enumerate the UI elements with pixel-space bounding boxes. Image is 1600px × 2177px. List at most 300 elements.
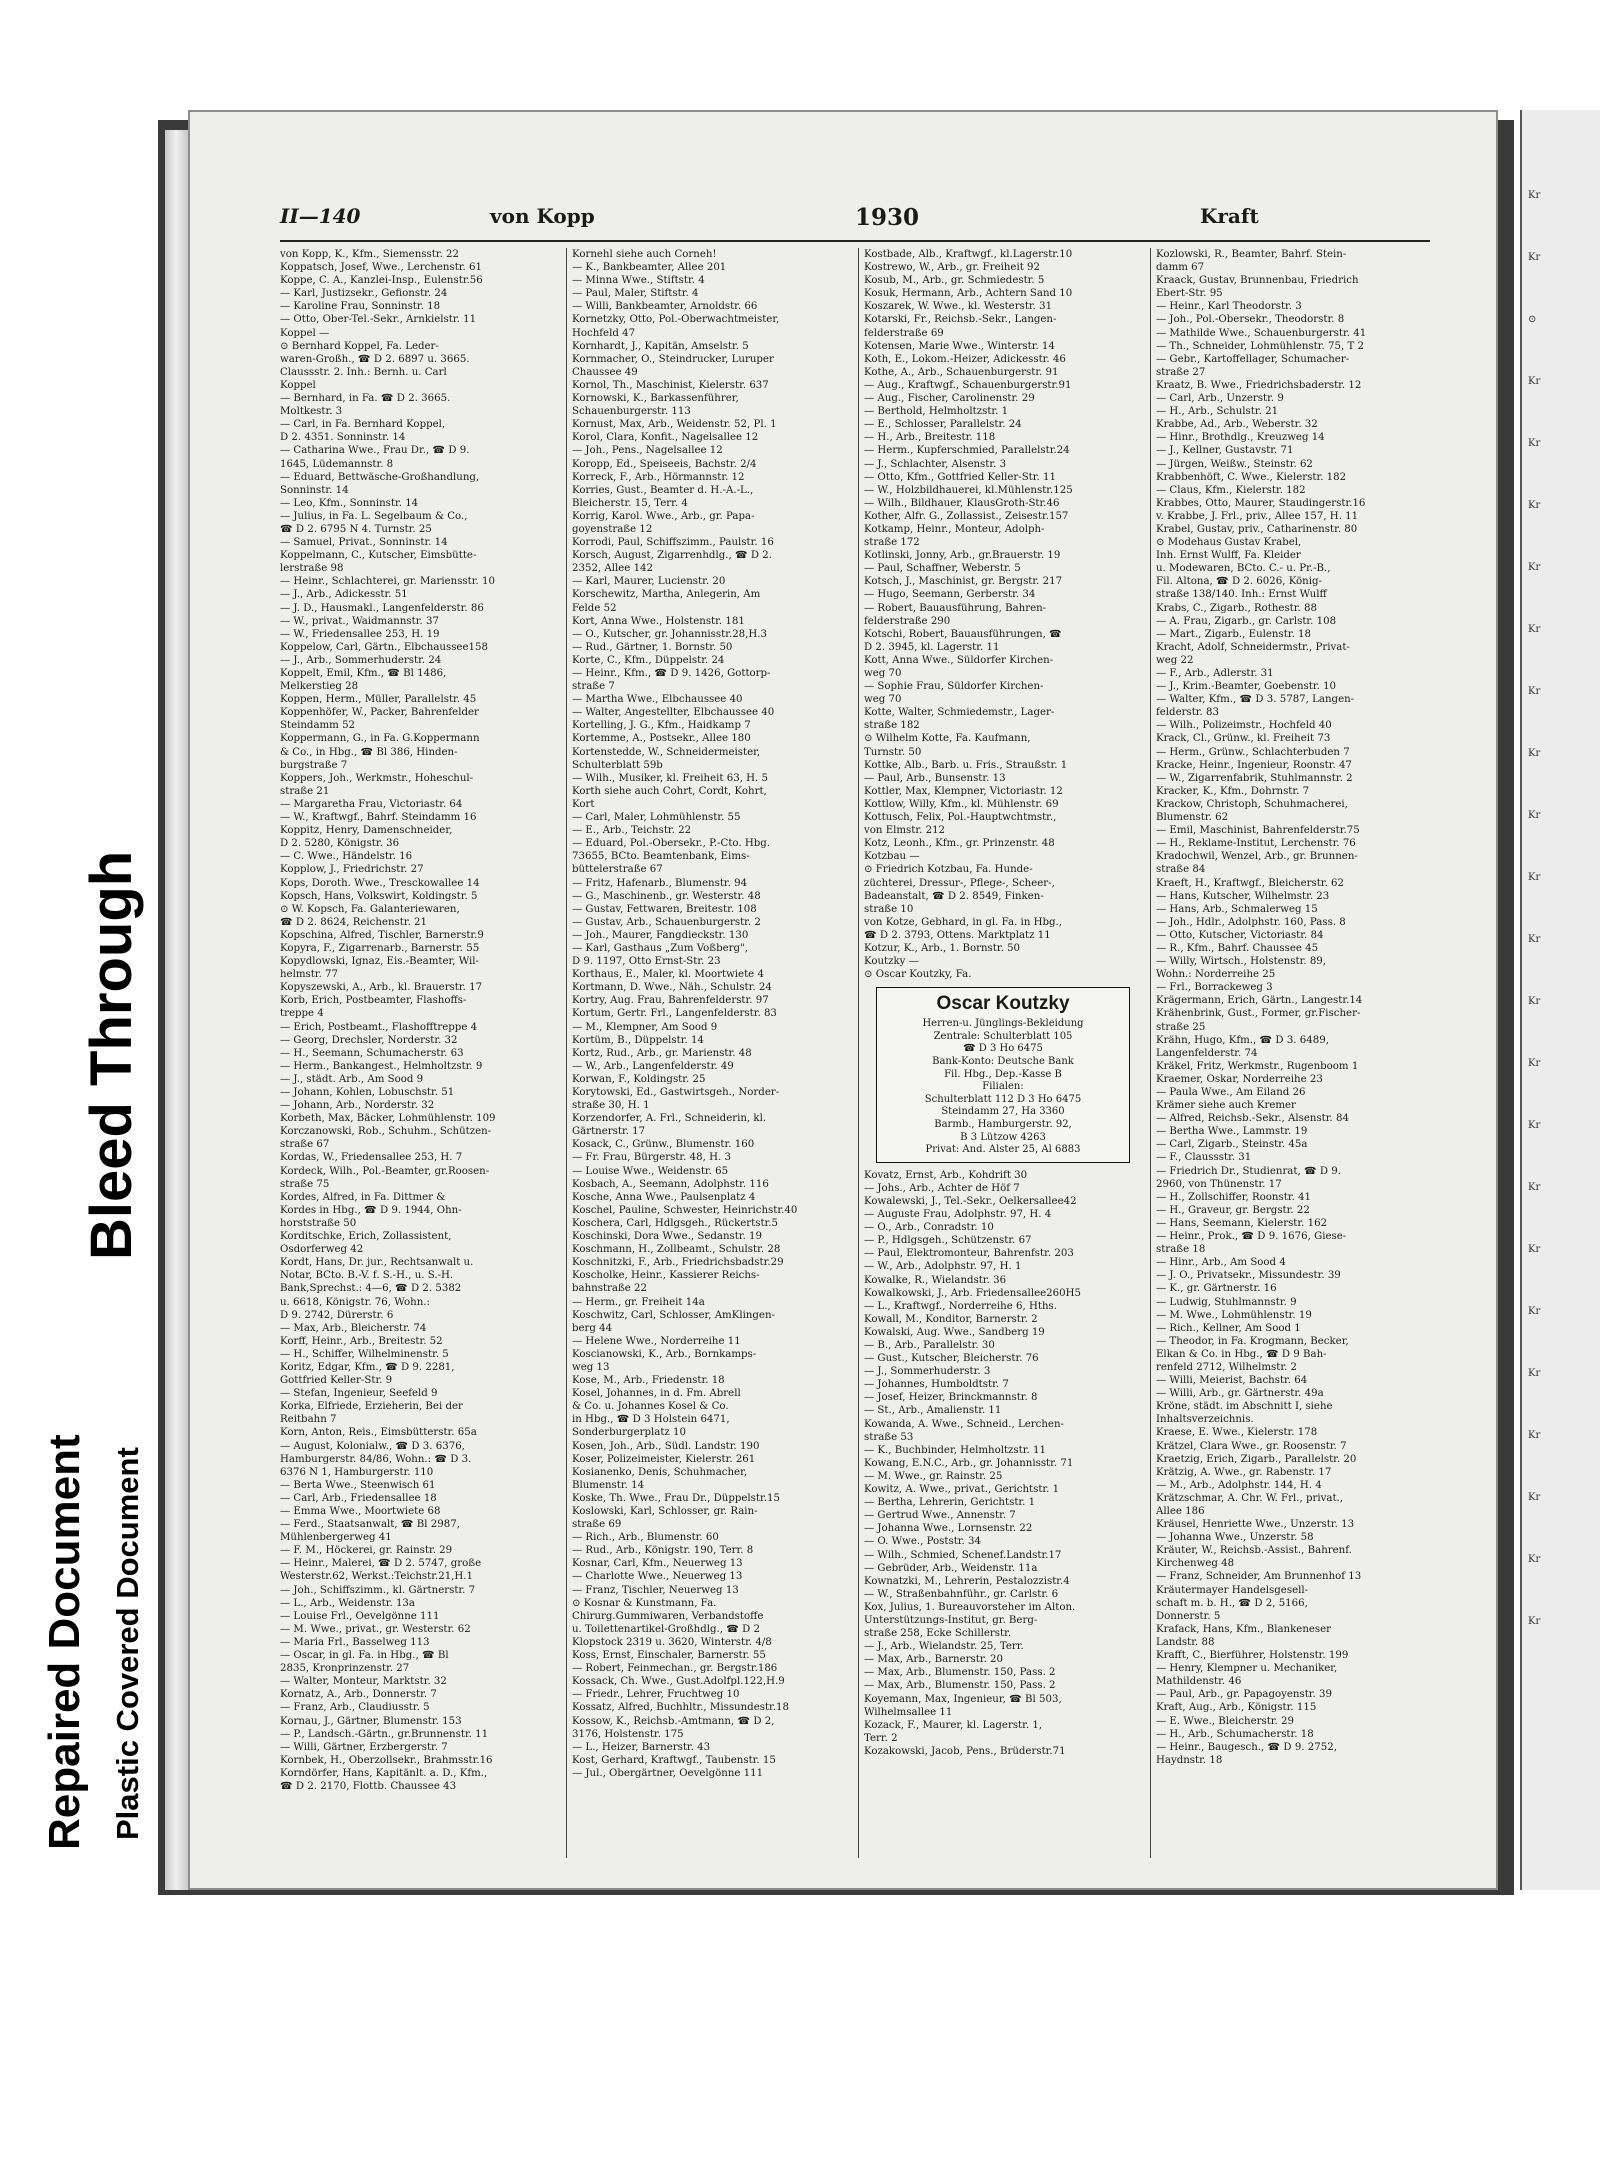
directory-entry: Koschera, Carl, Hdlgsgeh., Rückertstr.5 [572, 1217, 779, 1229]
directory-entry: — Carl, Arb., Unzerstr. 9 [1156, 393, 1284, 405]
koutzky-advertisement [876, 987, 1130, 1163]
directory-entry: — Rich., Arb., Blumenstr. 60 [572, 1532, 719, 1544]
directory-entry: Koropp, Ed., Speiseeis, Bachstr. 2/4 [572, 458, 757, 470]
directory-entry: — Max, Arb., Bleicherstr. 74 [280, 1322, 427, 1334]
directory-entry: — Rud., Arb., Königstr. 190, Terr. 8 [572, 1545, 754, 1557]
directory-entry: Chirurg.Gummiwaren, Verbandstoffe [572, 1610, 764, 1622]
directory-entry: straße 84 [1156, 864, 1206, 876]
directory-entry: Sonderburgerplatz 10 [572, 1427, 686, 1439]
directory-entry: Koschinski, Dora Wwe., Sedanstr. 19 [572, 1231, 763, 1243]
directory-entry: — Eduard, Bettwäsche-Großhandlung, [280, 471, 480, 483]
directory-entry: Moltkestr. 3 [280, 406, 343, 418]
directory-entry: — Johs., Arb., Achter de Höf 7 [864, 1182, 1020, 1194]
directory-entry: — Karoline Frau, Sonninstr. 18 [280, 301, 441, 313]
facing-page-fragment: Kr [1528, 438, 1541, 449]
directory-entry: — J., Schlachter, Alsenstr. 3 [864, 458, 1007, 470]
directory-entry: — Theodor, in Fa. Krogmann, Becker, [1156, 1335, 1349, 1347]
directory-entry: D 2. 3945, kl. Lagerstr. 11 [864, 641, 1000, 653]
directory-entry: Koslowski, Karl, Schlosser, gr. Rain- [572, 1506, 758, 1517]
directory-entry: — Catharina Wwe., Frau Dr., ☎ D 9. [280, 445, 470, 457]
directory-entry: — Friedr., Lehrer, Fruchtweg 10 [572, 1689, 740, 1701]
directory-entry: Korrig, Karol. Wwe., Arb., gr. Papa- [572, 510, 755, 522]
directory-entry: — Heinr., Karl Theodorstr. 3 [1156, 301, 1302, 313]
directory-entry: — J., Arb., Wielandstr. 25, Terr. [864, 1641, 1024, 1653]
directory-entry: — Josef, Heizer, Brinckmannstr. 8 [864, 1392, 1038, 1404]
directory-entry: von Elmstr. 212 [864, 825, 946, 837]
directory-entry: Kostbade, Alb., Kraftwgf., kl.Lagerstr.10 [864, 249, 1073, 260]
page-header [280, 204, 1430, 238]
directory-entry: — Alfred, Reichsb.-Sekr., Alsenstr. 84 [1156, 1113, 1349, 1125]
ad-lines [883, 1018, 1123, 1157]
directory-entry: burgstraße 7 [280, 759, 348, 771]
directory-entry: 73655, BCto. Beamtenbank, Eims- [572, 851, 750, 863]
directory-entry: — H., Seemann, Schumacherstr. 63 [280, 1047, 464, 1059]
facing-page-fragment: Kr [1528, 934, 1541, 945]
directory-entry: — W., Holzbildhauerei, kl.Mühlenstr.125 [864, 484, 1073, 496]
directory-entry: — O., Kutscher, gr. Johannisstr.28,H.3 [572, 628, 768, 640]
directory-entry: 3176, Holstenstr. 175 [572, 1728, 684, 1740]
directory-entry: straße 172 [864, 537, 920, 549]
directory-entry: Kother, Alfr. G., Zollassist., Zeisestr.157 [864, 510, 1069, 522]
directory-entry: ⊙ Modehaus Gustav Krabel, [1156, 537, 1302, 549]
ad-line: Fil. Hbg., Dep.-Kasse B [944, 1068, 1062, 1080]
directory-entry: waren-Großh., ☎ D 2. 6897 u. 3665. [280, 353, 470, 365]
directory-entry: — Willi, Meierist, Bachstr. 64 [1156, 1375, 1308, 1387]
directory-entry: lerstraße 98 [280, 563, 344, 575]
facing-page-fragment: Kr [1528, 1306, 1541, 1317]
directory-entry: — J. D., Hausmakl., Langenfelderstr. 86 [280, 602, 484, 614]
directory-entry: — Fritz, Hafenarb., Blumenstr. 94 [572, 877, 748, 889]
directory-entry: Gottfried Keller-Str. 9 [280, 1375, 393, 1387]
directory-entry: büttelerstraße 67 [572, 864, 663, 876]
directory-entry: berg 44 [572, 1322, 613, 1334]
directory-entry: Kottler, Max, Klempner, Victoriastr. 12 [864, 785, 1063, 797]
directory-entry: 2835, Kronprinzenstr. 27 [280, 1663, 410, 1675]
directory-entry: Koser, Polizeimeister, Kielerstr. 261 [572, 1453, 756, 1465]
directory-entry: — Willy, Wirtsch., Holstenstr. 89, [1156, 956, 1327, 968]
directory-entry: & Co. u. Johannes Kosel & Co. [572, 1401, 729, 1413]
directory-entry: — Erich, Postbeamt., Flashofftreppe 4 [280, 1021, 478, 1033]
directory-entry: — August, Kolonialw., ☎ D 3. 6376, [280, 1440, 465, 1452]
directory-entry: — O. Wwe., Poststr. 34 [864, 1536, 981, 1548]
directory-entry: ⊙ Friedrich Kotzbau, Fa. Hunde- [864, 864, 1033, 876]
directory-entry: Koppe, C. A., Kanzlei-Insp., Eulenstr.56 [280, 275, 483, 287]
directory-entry: — O., Arb., Conradstr. 10 [864, 1222, 994, 1234]
directory-entry: treppe 4 [280, 1008, 324, 1020]
ad-line: Bank-Konto: Deutsche Bank [932, 1056, 1074, 1068]
directory-entry: Kornetzky, Otto, Pol.-Oberwachtmeister, [572, 314, 780, 326]
directory-entry: horststraße 50 [280, 1217, 357, 1229]
directory-entry: ☎ D 2. 2170, Flottb. Chaussee 43 [280, 1780, 457, 1792]
page-number: II—140 [280, 204, 361, 228]
ad-line: Filialen: [982, 1081, 1024, 1093]
directory-entry: züchterei, Dressur-, Pflege-, Scheer-, [864, 877, 1055, 889]
directory-entry: — W., Friedensallee 253, H. 19 [280, 628, 440, 640]
directory-entry: Kowalski, Aug. Wwe., Sandberg 19 [864, 1326, 1045, 1338]
directory-entry: — Bernhard, in Fa. ☎ D 2. 3665. [280, 393, 451, 405]
directory-entry: Kosianenko, Denis, Schuhmacher, [572, 1466, 748, 1478]
directory-entry: Koritz, Edgar, Kfm., ☎ D 9. 2281, [280, 1361, 455, 1373]
directory-entry: — Louise Wwe., Weidenstr. 65 [572, 1165, 729, 1177]
directory-entry: helmstr. 77 [280, 969, 339, 981]
directory-entry: Kräusel, Henriette Wwe., Unzerstr. 13 [1156, 1519, 1355, 1531]
directory-entry: Krack, Cl., Grünw., kl. Freiheit 73 [1156, 733, 1331, 745]
facing-page-edge [1520, 110, 1600, 1890]
ad-line: Steindamm 27, Ha 3360 [941, 1106, 1065, 1118]
directory-entry: — J., städt. Arb., Am Sood 9 [280, 1073, 424, 1085]
directory-entry: Kraese, E. Wwe., Kielerstr. 178 [1156, 1427, 1318, 1439]
directory-entry: — Johanna Wwe., Unzerstr. 58 [1156, 1532, 1314, 1544]
directory-entry: Bleicherstr. 15, Terr. 4 [572, 497, 688, 509]
directory-entry: straße 182 [864, 720, 920, 732]
directory-entry: ☎ D 2. 8624, Reichenstr. 21 [280, 916, 428, 928]
directory-entry: Kornol, Th., Maschinist, Kielerstr. 637 [572, 379, 769, 391]
header-year: 1930 [855, 204, 920, 231]
directory-entry: — C. Wwe., Händelstr. 16 [280, 851, 413, 863]
directory-entry: Kornehl siehe auch Corneh! [572, 249, 717, 260]
directory-entry: Kornowski, K., Barkassenführer, [572, 393, 739, 405]
directory-entry: Korczanowski, Rob., Schuhm., Schützen- [280, 1126, 492, 1138]
directory-entry: Kotlinski, Jonny, Arb., gr.Brauerstr. 19 [864, 550, 1061, 562]
header-rule [280, 240, 1430, 242]
directory-entry: Koschnitzki, F., Arb., Friedrichsbadstr.29 [572, 1257, 784, 1269]
directory-entry: Kortelling, J. G., Kfm., Haidkamp 7 [572, 720, 751, 732]
directory-entry: — Franz, Schneider, Am Brunnenhof 13 [1156, 1571, 1362, 1583]
directory-entry: — Mathilde Wwe., Schauenburgerstr. 41 [1156, 327, 1367, 339]
directory-entry: — L., Heizer, Barnerstr. 43 [572, 1741, 711, 1753]
facing-page-fragment: Kr [1528, 872, 1541, 883]
directory-entry: Korytowski, Ed., Gastwirtsgeh., Norder- [572, 1087, 780, 1098]
directory-entry: weg 70 [864, 668, 902, 679]
directory-entry: Mühlenbergerweg 41 [280, 1532, 392, 1544]
directory-entry: Korbeth, Max, Bäcker, Lohmühlenstr. 109 [280, 1113, 496, 1125]
directory-entry: ☎ D 2. 6795 N 4. Turnstr. 25 [280, 523, 432, 535]
directory-entry: Hochfeld 47 [572, 327, 636, 339]
directory-entry: — Jul., Obergärtner, Oevelgönne 111 [572, 1767, 764, 1779]
directory-entry: Koyemann, Max, Ingenieur, ☎ Bl 503, [864, 1693, 1062, 1705]
directory-entry: — Gertrud Wwe., Annenstr. 7 [864, 1510, 1016, 1522]
directory-entry: — Paul, Elektromonteur, Bahrenfstr. 203 [864, 1248, 1074, 1260]
directory-entry: — Hans, Seemann, Kielerstr. 162 [1156, 1217, 1328, 1229]
directory-entry: Korwan, F., Koldingstr. 25 [572, 1073, 706, 1085]
directory-entry: Felde 52 [572, 602, 617, 614]
directory-entry: — Gustav, Arb., Schauenburgerstr. 2 [572, 916, 761, 928]
directory-entry: Kowalke, R., Wielandstr. 36 [864, 1274, 1007, 1286]
directory-entry: — Herm., gr. Freiheit 14a [572, 1296, 705, 1308]
directory-entry: — H., Reklame-Institut, Lerchenstr. 76 [1156, 838, 1356, 850]
column-3-entries-bottom [864, 1169, 1142, 1758]
directory-entry: Kraft, Aug., Arb., Königstr. 115 [1156, 1702, 1317, 1714]
directory-entry: — Max, Arb., Barnerstr. 20 [864, 1654, 1004, 1666]
column-3 [864, 248, 1142, 1858]
facing-page-fragment: Kr [1528, 1120, 1541, 1131]
plastic-covered-label: Plastic Covered Document [110, 1447, 145, 1840]
ad-line: B 3 Lützow 4263 [960, 1131, 1046, 1143]
directory-entry: Korn, Anton, Reis., Eimsbütterstr. 65a [280, 1427, 477, 1439]
directory-entry: — Carl, in Fa. Bernhard Koppel, [280, 419, 446, 431]
directory-entry: — H., Arb., Schumacherstr. 18 [1156, 1728, 1314, 1740]
directory-entry: Kornatz, A., Arb., Donnerstr. 7 [280, 1689, 437, 1701]
directory-entry: Krafft, C., Bierführer, Holstenstr. 199 [1156, 1650, 1349, 1662]
directory-entry: Claussstr. 2. Inh.: Bernh. u. Carl [280, 366, 447, 378]
directory-entry: — Willi, Bankbeamter, Arnoldstr. 66 [572, 301, 758, 313]
directory-entry: Kraemer, Oskar, Norderreihe 23 [1156, 1073, 1323, 1085]
directory-entry: — Heinr., Prok., ☎ D 9. 1676, Giese- [1156, 1231, 1347, 1243]
directory-entry: — Ferd., Staatsanwalt, ☎ Bl 2987, [280, 1519, 460, 1531]
column-4 [1156, 248, 1434, 1858]
directory-entry: Terr. 2 [864, 1732, 898, 1744]
directory-entry: Korff, Heinr., Arb., Breitestr. 52 [280, 1335, 443, 1347]
directory-entry: Kräkel, Fritz, Werkmstr., Rugenboom 1 [1156, 1060, 1359, 1072]
directory-entry: in Hbg., ☎ D 3 Holstein 6471, [572, 1414, 730, 1426]
directory-entry: Kotschi, Robert, Bauausführungen, ☎ [864, 628, 1062, 640]
directory-entry: — Gustav, Fettwaren, Breitestr. 108 [572, 903, 757, 915]
directory-entry: ⊙ Oscar Koutzky, Fa. [864, 969, 972, 981]
directory-entry: Korsch, August, Zigarrenhdlg., ☎ D 2. [572, 550, 773, 562]
directory-entry: schaft m. b. H., ☎ D 2, 5166, [1156, 1597, 1308, 1609]
directory-entry: Krabel, Gustav, priv., Catharinenstr. 80 [1156, 523, 1358, 535]
directory-entry: Kosack, C., Grünw., Blumenstr. 160 [572, 1139, 755, 1151]
facing-page-fragment: Kr [1528, 810, 1541, 821]
directory-entry: — Franz, Tischler, Neuerweg 13 [572, 1584, 739, 1596]
directory-entry: weg 13 [572, 1361, 610, 1373]
directory-entry: Kopplow, J., Friedrichstr. 27 [280, 864, 424, 876]
directory-entry: — St., Arb., Amalienstr. 11 [864, 1405, 1002, 1417]
directory-entry: Kosub, M., Arb., gr. Schmiedestr. 5 [864, 275, 1045, 287]
directory-entry: Koppatsch, Josef, Wwe., Lerchenstr. 61 [280, 262, 482, 274]
directory-entry: — Minna Wwe., Stiftstr. 4 [572, 275, 705, 287]
directory-entry: Kraatz, B. Wwe., Friedrichsbaderstr. 12 [1156, 379, 1362, 391]
directory-entry: Kozlowski, R., Beamter, Bahrf. Stein- [1156, 249, 1347, 260]
directory-entry: — M. Wwe., privat., gr. Westerstr. 62 [280, 1623, 471, 1635]
directory-entry: Kose, M., Arb., Friedenstr. 18 [572, 1375, 725, 1387]
directory-entry: Koske, Th. Wwe., Frau Dr., Düppelstr.15 [572, 1492, 780, 1504]
directory-entry: Kopydlowski, Ignaz, Eis.-Beamter, Wil- [280, 956, 479, 968]
directory-entry: Korschewitz, Martha, Anlegerin, Am [572, 589, 761, 601]
directory-entry: Kordes in Hbg., ☎ D 9. 1944, Ohn- [280, 1204, 462, 1216]
directory-entry: Koppelt, Emil, Kfm., ☎ Bl 1486, [280, 668, 447, 679]
directory-entry: — Herm., Bankangest., Helmholtzstr. 9 [280, 1060, 483, 1072]
column-divider [858, 248, 859, 1858]
directory-entry: Korte, C., Kfm., Düppelstr. 24 [572, 654, 725, 666]
directory-entry: Bank,Sprechst.: 4—6, ☎ D 2. 5382 [280, 1283, 462, 1295]
directory-entry: — Frl., Borrackeweg 3 [1156, 982, 1273, 994]
directory-entry: — Johann, Kohlen, Lobuschstr. 51 [280, 1087, 455, 1098]
directory-entry: — J., Arb., Sommerhuderstr. 24 [280, 654, 442, 666]
directory-entry: straße 75 [280, 1178, 330, 1190]
directory-entry: Kracker, K., Kfm., Dohrnstr. 7 [1156, 785, 1310, 797]
directory-entry: Koppers, Joh., Werkmstr., Hoheschul- [280, 772, 474, 784]
directory-entry: — Wilh., Bildhauer, KlausGroth-Str.46 [864, 497, 1060, 509]
directory-entry: — Wilh., Schmied, Schenef.Landstr.17 [864, 1549, 1062, 1561]
directory-entry: Notar, BCto. B.-V. f. S.-H., u. S.-H. [280, 1270, 454, 1282]
directory-entry: — Hans, Kutscher, Wilhelmstr. 23 [1156, 890, 1330, 902]
directory-entry: renfeld 2712, Wilhelmstr. 2 [1156, 1361, 1298, 1373]
directory-entry: Krabbes, Otto, Maurer, Staudingerstr.16 [1156, 497, 1366, 509]
directory-entry: straße 18 [1156, 1244, 1206, 1256]
directory-entry: u. 6618, Königstr. 76, Wohn.: [280, 1296, 430, 1308]
directory-entry: — Max, Arb., Blumenstr. 150, Pass. 2 [864, 1667, 1056, 1679]
directory-entry: — J., Sommerhuderstr. 3 [864, 1366, 991, 1378]
directory-entry: — Claus, Kfm., Kielerstr. 182 [1156, 484, 1306, 496]
column-3-entries-top [864, 248, 1142, 981]
directory-entry: Kowall, M., Konditor, Barnerstr. 2 [864, 1313, 1038, 1325]
repaired-document-label: Repaired Document [40, 1434, 89, 1850]
directory-entry: 6376 N 1, Hamburgerstr. 110 [280, 1466, 434, 1478]
directory-entry: damm 67 [1156, 262, 1205, 274]
directory-entry: Kort [572, 798, 595, 810]
directory-entry: — Gust., Kutscher, Bleicherstr. 76 [864, 1353, 1039, 1365]
directory-entry: Koth, E., Lokom.-Heizer, Adickesstr. 46 [864, 353, 1066, 365]
directory-entry: Reitbahn 7 [280, 1414, 337, 1426]
directory-entry: 2352, Allee 142 [572, 563, 654, 575]
directory-entry: Korzendorfer, A. Frl., Schneiderin, kl. [572, 1113, 767, 1125]
facing-page-fragment: Kr [1528, 252, 1541, 263]
directory-entry: — Friedrich Dr., Studienrat, ☎ D 9. [1156, 1165, 1342, 1177]
directory-entry: Blumenstr. 62 [1156, 812, 1229, 824]
directory-entry: Korthaus, E., Maler, kl. Moortwiete 4 [572, 969, 764, 981]
column-1 [280, 248, 558, 1858]
directory-entry: Koschmann, H., Zollbeamt., Schulstr. 28 [572, 1244, 781, 1256]
directory-entry: — Maria Frl., Basselweg 113 [280, 1636, 430, 1648]
directory-entry: Kossow, K., Reichsb.-Amtmann, ☎ D 2, [572, 1715, 775, 1727]
directory-entry: — Wilh., Musiker, kl. Freiheit 63, H. 5 [572, 772, 769, 784]
directory-entry: Kort, Anna Wwe., Holstenstr. 181 [572, 615, 745, 627]
directory-entry: — K., Buchbinder, Helmholtzstr. 11 [864, 1444, 1046, 1456]
directory-entry: Koszarek, W. Wwe., kl. Westerstr. 31 [864, 301, 1053, 313]
column-2 [572, 248, 850, 1858]
directory-entry: — H., Arb., Breitestr. 118 [864, 432, 996, 444]
bleed-through-label: Bleed Through [79, 850, 144, 1260]
directory-entry: — G., Maschinenb., gr. Westerstr. 48 [572, 890, 761, 902]
directory-entry: Kortry, Aug. Frau, Bahrenfelderstr. 97 [572, 995, 769, 1007]
directory-entry: Kopyra, F., Zigarrenarb., Barnerstr. 55 [280, 942, 480, 954]
directory-entry: — Bertha, Lehrerin, Gerichtstr. 1 [864, 1497, 1036, 1509]
directory-entry: Koppel — [280, 327, 330, 339]
directory-entry: D 9. 1197, Otto Ernst-Str. 23 [572, 956, 721, 968]
directory-entry: Kröne, städt. im Abschnitt I, siehe [1156, 1401, 1333, 1413]
directory-entry: — Bertha Wwe., Lammstr. 19 [1156, 1126, 1308, 1138]
directory-entry: Kradochwil, Wenzel, Arb., gr. Brunnen- [1156, 851, 1358, 863]
directory-entry: — Robert, Feinmechan., gr. Bergstr.186 [572, 1663, 778, 1675]
directory-entry: Kortz, Rud., Arb., gr. Marienstr. 48 [572, 1047, 752, 1059]
directory-entry: — Herm., Kupferschmied, Parallelstr.24 [864, 445, 1070, 457]
directory-entry: — Berthold, Helmholtzstr. 1 [864, 406, 1009, 418]
directory-entry: Kortmann, D. Wwe., Näh., Schulstr. 24 [572, 982, 772, 994]
directory-entry: — Aug., Fischer, Carolinenstr. 29 [864, 393, 1035, 405]
directory-entry: Landstr. 88 [1156, 1636, 1215, 1648]
directory-entry: Kownatzki, M., Lehrerin, Pestalozzistr.4 [864, 1575, 1070, 1587]
directory-entry: — Margaretha Frau, Victoriastr. 64 [280, 798, 463, 810]
facing-page-fragment: Kr [1528, 748, 1541, 759]
directory-entry: straße 138/140. Inh.: Ernst Wulff [1156, 589, 1327, 601]
directory-entry: Kopsch, Hans, Volkswirt, Koldingstr. 5 [280, 890, 478, 902]
directory-entry: — Heinr., Schlachterei, gr. Mariensstr. 10 [280, 576, 495, 588]
directory-entry: goyenstraße 12 [572, 523, 653, 535]
directory-entry: Korol, Clara, Konfit., Nagelsallee 12 [572, 432, 759, 444]
directory-entry: Koppenhöfer, W., Packer, Bahrenfelder [280, 707, 479, 719]
directory-entry: Kotensen, Marie Wwe., Winterstr. 14 [864, 340, 1055, 352]
directory-entry: straße 27 [1156, 366, 1206, 378]
ad-line: Barmb., Hamburgerstr. 92, [934, 1119, 1072, 1130]
directory-entry: Melkerstieg 28 [280, 681, 359, 693]
directory-entry: Koppelow, Carl, Gärtn., Elbchaussee158 [280, 641, 488, 653]
directory-entry: — Carl, Zigarb., Steinstr. 45a [1156, 1139, 1308, 1151]
directory-entry: straße 10 [864, 903, 914, 915]
directory-entry: — Otto, Kfm., Gottfried Keller-Str. 11 [864, 471, 1056, 483]
directory-entry: — L., Arb., Weidenstr. 13a [280, 1597, 415, 1609]
directory-entry: — M. Wwe., gr. Rainstr. 25 [864, 1470, 1003, 1482]
directory-entry: — Heinr., Kfm., ☎ D 9. 1426, Gottorp- [572, 668, 771, 679]
directory-entry: Wilhelmsallee 11 [864, 1706, 953, 1718]
directory-entry: Kortenstedde, W., Schneidermeister, [572, 746, 761, 758]
directory-entry: Korndörfer, Hans, Kapitänlt. a. D., Kfm., [280, 1767, 488, 1779]
directory-entry: — Berta Wwe., Steenwisch 61 [280, 1479, 436, 1491]
directory-entry: — Paul, Schaffner, Weberstr. 5 [864, 563, 1021, 575]
directory-entry: Schauenburgerstr. 113 [572, 406, 691, 418]
directory-entry: Kopyszewski, A., Arb., kl. Brauerstr. 17 [280, 982, 483, 994]
directory-entry: Kotz, Leonh., Kfm., gr. Prinzenstr. 48 [864, 838, 1055, 850]
directory-entry: Kozakowski, Jacob, Pens., Brüderstr.71 [864, 1745, 1066, 1757]
directory-entry: weg 22 [1156, 654, 1194, 666]
directory-entry: — H., Graveur, gr. Bergstr. 22 [1156, 1204, 1310, 1216]
directory-entry: Badeanstalt, ☎ D 2. 8549, Finken- [864, 890, 1044, 902]
facing-page-fragment: Kr [1528, 500, 1541, 511]
directory-entry: Kotarski, Fr., Reichsb.-Sekr., Langen- [864, 314, 1057, 326]
directory-entry: Krafack, Hans, Kfm., Blankeneser [1156, 1623, 1332, 1635]
directory-entry: u. Toilettenartikel-Großhdlg., ☎ D 2 [572, 1623, 761, 1635]
directory-entry: Korth siehe auch Cohrt, Cordt, Kohrt, [572, 785, 767, 797]
directory-entry: Gärtnerstr. 17 [572, 1126, 646, 1138]
directory-entry: felderstr. 83 [1156, 707, 1219, 719]
directory-entry: Koschwitz, Carl, Schlosser, AmKlingen- [572, 1309, 775, 1321]
directory-entry: von Kotze, Gebhard, in gl. Fa. in Hbg., [864, 916, 1063, 928]
directory-entry: — Paula Wwe., Am Eiland 26 [1156, 1087, 1306, 1098]
directory-entry: Krätzschmar, A. Chr. W. Frl., privat., [1156, 1492, 1344, 1504]
ad-line: ☎ D 3 Ho 6475 [963, 1043, 1043, 1055]
directory-entry: straße 30, H. 1 [572, 1100, 650, 1112]
directory-entry: D 2. 4351. Sonninstr. 14 [280, 432, 406, 444]
directory-entry: Kops, Doroth. Wwe., Tresckowallee 14 [280, 877, 480, 889]
directory-entry: Elkan & Co. in Hbg., ☎ D 9 Bah- [1156, 1348, 1327, 1360]
directory-entry: — Carl, Arb., Friedensallee 18 [280, 1492, 437, 1504]
directory-entry: D 9. 2742, Dürerstr. 6 [280, 1309, 394, 1321]
directory-entry: — M. Wwe., Lohmühlenstr. 19 [1156, 1309, 1312, 1321]
facing-page-fragment: Kr [1528, 1616, 1541, 1627]
directory-entry: felderstraße 69 [864, 327, 944, 339]
directory-entry: — Charlotte Wwe., Neuerweg 13 [572, 1571, 743, 1583]
directory-entry: Korka, Elfriede, Erzieherin, Bei der [280, 1401, 463, 1413]
directory-entry: Kräutermayer Handelsgesell- [1156, 1584, 1309, 1596]
directory-entry: — Henry, Klempner u. Mechaniker, [1156, 1663, 1338, 1675]
directory-entry: — Stefan, Ingenieur, Seefeld 9 [280, 1388, 438, 1400]
directory-entry: Kosbach, A., Seemann, Adolphstr. 116 [572, 1178, 769, 1190]
directory-entry: Korries, Gust., Beamter d. H.-A.-L., [572, 484, 754, 496]
directory-entry: Krackow, Christoph, Schuhmacherei, [1156, 798, 1348, 810]
directory-entry: — Otto, Kutscher, Victoriastr. 84 [1156, 929, 1324, 941]
directory-entry: Kotkamp, Heinr., Monteur, Adolph- [864, 523, 1045, 535]
directory-entry: Krämer siehe auch Kremer [1156, 1100, 1296, 1112]
directory-entry: — Hugo, Seemann, Gerberstr. 34 [864, 589, 1036, 601]
directory-entry: Kornbek, H., Oberzollsekr., Brahmsstr.16 [280, 1754, 493, 1766]
directory-entry: — Rud., Gärtner, 1. Bornstr. 50 [572, 641, 733, 653]
directory-entry: Kostrewo, W., Arb., gr. Freiheit 92 [864, 262, 1041, 274]
directory-entry: Klopstock 2319 u. 3620, Winterstr. 4/8 [572, 1636, 772, 1648]
directory-entry: Donnerstr. 5 [1156, 1610, 1221, 1622]
directory-entry: Kosuk, Hermann, Arb., Achtern Sand 10 [864, 288, 1073, 300]
directory-entry: weg 70 [864, 694, 902, 706]
directory-entry: 1645, Lüdemannstr. 8 [280, 458, 394, 470]
